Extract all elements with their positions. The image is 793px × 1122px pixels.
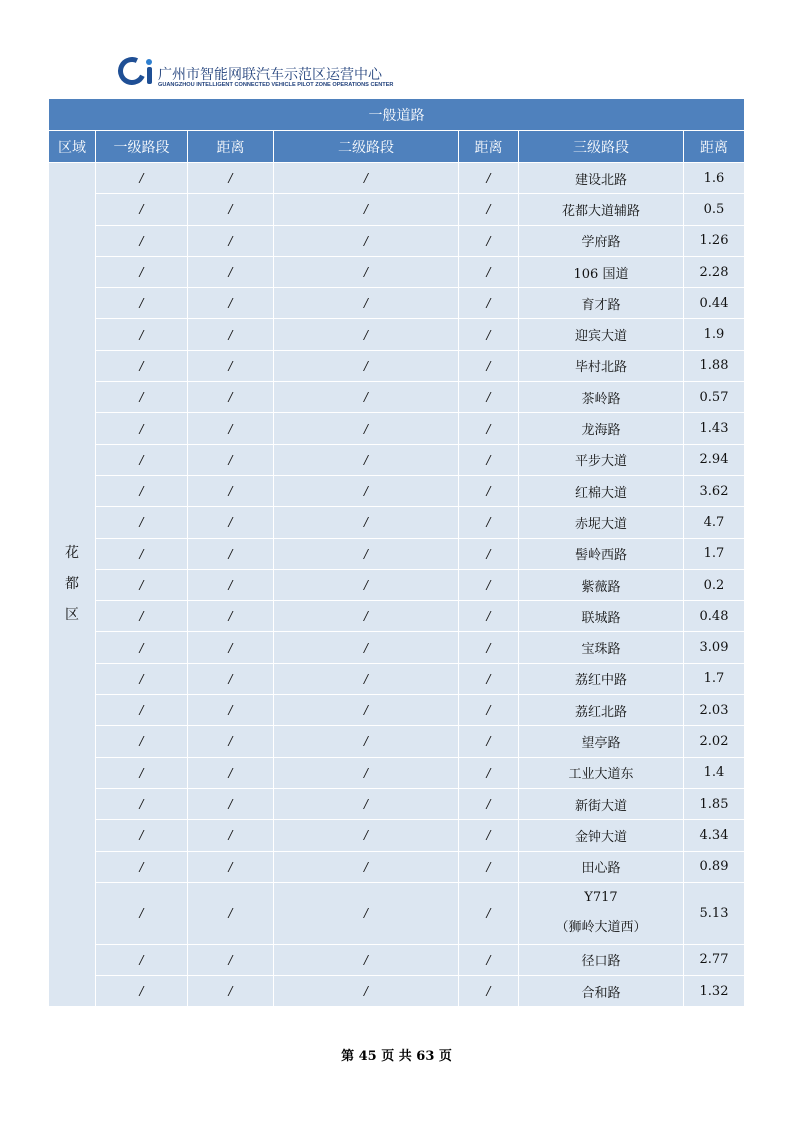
table-cell: / — [274, 569, 459, 600]
table-cell: / — [188, 538, 274, 569]
table-cell: / — [96, 976, 188, 1007]
table-cell: 4.34 — [684, 820, 745, 851]
table-cell: 荔红北路 — [519, 695, 684, 726]
road-table — [48, 98, 745, 1007]
column-header: 一级路段 — [96, 131, 188, 163]
table-cell: / — [188, 382, 274, 413]
table-cell: 1.4 — [684, 757, 745, 788]
table-cell: 望亭路 — [519, 726, 684, 757]
table-cell: 学府路 — [519, 225, 684, 256]
table-cell: 0.57 — [684, 382, 745, 413]
table-cell: / — [459, 757, 519, 788]
column-header: 区域 — [49, 131, 96, 163]
table-cell: / — [188, 256, 274, 287]
table-row — [49, 851, 745, 882]
district-label: 花都区 — [65, 545, 79, 624]
table-cell: / — [459, 288, 519, 319]
table-row — [49, 788, 745, 819]
table-cell: 1.32 — [684, 976, 745, 1007]
table-row — [49, 350, 745, 381]
table-cell: / — [274, 944, 459, 975]
table-cell: / — [459, 413, 519, 444]
table-cell: / — [96, 569, 188, 600]
table-cell: 1.26 — [684, 225, 745, 256]
table-cell: / — [274, 976, 459, 1007]
table-row — [49, 507, 745, 538]
table-cell: / — [459, 538, 519, 569]
table-cell: / — [274, 475, 459, 506]
table-cell: / — [96, 882, 188, 944]
table-cell: / — [459, 976, 519, 1007]
table-cell: / — [274, 851, 459, 882]
table-cell: 0.89 — [684, 851, 745, 882]
table-row — [49, 757, 745, 788]
table-cell: / — [96, 256, 188, 287]
table-cell: / — [188, 976, 274, 1007]
table-cell: / — [459, 350, 519, 381]
table-cell: / — [188, 788, 274, 819]
table-cell: / — [274, 288, 459, 319]
table-cell: / — [188, 507, 274, 538]
table-cell: / — [274, 256, 459, 287]
table-cell: / — [274, 225, 459, 256]
logo-mark-dot — [146, 59, 152, 65]
table-cell: / — [459, 851, 519, 882]
table-cell: / — [459, 319, 519, 350]
table-cell: 毕村北路 — [519, 350, 684, 381]
table-cell: / — [96, 820, 188, 851]
logo-text-en: GUANGZHOU INTELLIGENT CONNECTED VEHICLE PILOT ZONE OPERATIONS CENTER — [158, 82, 394, 88]
table-cell: / — [459, 726, 519, 757]
table-cell: 1.6 — [684, 163, 745, 194]
column-header: 三级路段 — [519, 131, 684, 163]
table-cell: / — [274, 350, 459, 381]
table-row — [49, 288, 745, 319]
table-cell: / — [459, 163, 519, 194]
table-cell: / — [96, 507, 188, 538]
table-cell: 径口路 — [519, 944, 684, 975]
table-cell: / — [459, 663, 519, 694]
table-cell: / — [96, 663, 188, 694]
table-cell: / — [188, 569, 274, 600]
table-cell: 育才路 — [519, 288, 684, 319]
table-row — [49, 976, 745, 1007]
table-cell: 1.9 — [684, 319, 745, 350]
table-cell: 1.88 — [684, 350, 745, 381]
table-cell: 建设北路 — [519, 163, 684, 194]
table-cell: / — [459, 256, 519, 287]
table-cell: 田心路 — [519, 851, 684, 882]
table-cell: / — [188, 632, 274, 663]
table-cell: / — [274, 382, 459, 413]
table-cell: 花都大道辅路 — [519, 194, 684, 225]
table-cell: 联城路 — [519, 601, 684, 632]
table-cell: 工业大道东 — [519, 757, 684, 788]
table-cell: / — [188, 288, 274, 319]
table-cell: / — [274, 538, 459, 569]
table-cell: / — [96, 538, 188, 569]
table-cell: 红棉大道 — [519, 475, 684, 506]
table-row — [49, 194, 745, 225]
table-cell: / — [96, 163, 188, 194]
table-cell: 龙海路 — [519, 413, 684, 444]
table-cell: 106 国道 — [519, 256, 684, 287]
table-cell: 1.7 — [684, 538, 745, 569]
page-number: 第 45 页 共 63 页 — [341, 1049, 452, 1064]
table-cell: / — [274, 882, 459, 944]
table-row — [49, 944, 745, 975]
table-cell: 合和路 — [519, 976, 684, 1007]
table-row — [49, 663, 745, 694]
table-cell: / — [459, 569, 519, 600]
table-cell: 3.09 — [684, 632, 745, 663]
logo-mark-bar — [147, 67, 152, 84]
table-cell: / — [274, 726, 459, 757]
table-cell: 2.03 — [684, 695, 745, 726]
table-cell: / — [459, 444, 519, 475]
column-header: 距离 — [459, 131, 519, 163]
table-cell: 0.44 — [684, 288, 745, 319]
table-cell: 2.94 — [684, 444, 745, 475]
table-cell: / — [96, 382, 188, 413]
table-cell: / — [96, 695, 188, 726]
table-cell: / — [188, 944, 274, 975]
table-row — [49, 632, 745, 663]
table-row — [49, 820, 745, 851]
table-cell: / — [188, 475, 274, 506]
table-cell: / — [96, 225, 188, 256]
table-cell: / — [274, 163, 459, 194]
table-cell: / — [274, 820, 459, 851]
table-row — [49, 225, 745, 256]
table-cell: 1.43 — [684, 413, 745, 444]
table-cell: / — [96, 350, 188, 381]
table-cell: Y717 （狮岭大道西） — [519, 882, 684, 944]
table-cell: / — [274, 632, 459, 663]
table-row — [49, 569, 745, 600]
table-cell: / — [96, 444, 188, 475]
table-cell: / — [188, 413, 274, 444]
table-cell: / — [188, 663, 274, 694]
table-cell: / — [188, 820, 274, 851]
table-cell: 新街大道 — [519, 788, 684, 819]
table-cell: 金钟大道 — [519, 820, 684, 851]
table-row — [49, 882, 745, 944]
table-cell: 5.13 — [684, 882, 745, 944]
district-cell — [49, 163, 96, 1007]
table-cell: / — [459, 225, 519, 256]
table-cell: 0.48 — [684, 601, 745, 632]
table-cell: / — [188, 319, 274, 350]
table-cell: / — [459, 601, 519, 632]
table-cell: 1.85 — [684, 788, 745, 819]
table-cell: / — [96, 757, 188, 788]
table-cell: 1.7 — [684, 663, 745, 694]
table-cell: / — [459, 475, 519, 506]
table-cell: / — [188, 757, 274, 788]
table-cell: 髻岭西路 — [519, 538, 684, 569]
table-cell: / — [96, 944, 188, 975]
table-cell: / — [96, 851, 188, 882]
table-cell: / — [274, 788, 459, 819]
column-header: 距离 — [684, 131, 745, 163]
table-cell: / — [459, 944, 519, 975]
table-cell: 赤坭大道 — [519, 507, 684, 538]
table-row — [49, 695, 745, 726]
table-cell: / — [188, 194, 274, 225]
table-cell: / — [188, 350, 274, 381]
table-row — [49, 475, 745, 506]
table-row — [49, 444, 745, 475]
table-cell: / — [274, 194, 459, 225]
table-cell: 2.02 — [684, 726, 745, 757]
table-cell: / — [274, 663, 459, 694]
table-cell: / — [274, 444, 459, 475]
table-row — [49, 601, 745, 632]
table-cell: / — [96, 288, 188, 319]
table-cell: / — [459, 382, 519, 413]
table-cell: / — [274, 413, 459, 444]
table-row — [49, 382, 745, 413]
table-row — [49, 319, 745, 350]
table-cell: / — [274, 601, 459, 632]
table-cell: / — [188, 882, 274, 944]
table-cell: / — [459, 632, 519, 663]
table-cell: / — [459, 882, 519, 944]
table-cell: / — [459, 695, 519, 726]
logo-mark-icon — [114, 53, 150, 89]
table-cell: / — [188, 225, 274, 256]
table-cell: / — [459, 820, 519, 851]
table-cell: / — [96, 194, 188, 225]
table-cell: / — [188, 726, 274, 757]
table-cell: 3.62 — [684, 475, 745, 506]
table-cell: / — [96, 632, 188, 663]
table-cell: / — [459, 194, 519, 225]
table-cell: / — [188, 444, 274, 475]
table-cell: / — [96, 475, 188, 506]
column-header: 二级路段 — [274, 131, 459, 163]
table-cell: / — [188, 851, 274, 882]
table-cell: 0.5 — [684, 194, 745, 225]
table-cell: 宝珠路 — [519, 632, 684, 663]
table-cell: / — [96, 413, 188, 444]
table-cell: 迎宾大道 — [519, 319, 684, 350]
table-cell: / — [96, 726, 188, 757]
table-cell: / — [274, 695, 459, 726]
logo-text-cn: 广州市智能网联汽车示范区运营中心 — [158, 67, 382, 83]
table-cell: / — [188, 601, 274, 632]
table-cell: / — [274, 757, 459, 788]
table-cell: 紫薇路 — [519, 569, 684, 600]
table-row — [49, 163, 745, 194]
table-cell: / — [459, 507, 519, 538]
table-cell: 4.7 — [684, 507, 745, 538]
table-row — [49, 726, 745, 757]
table-cell: / — [459, 788, 519, 819]
table-cell: 平步大道 — [519, 444, 684, 475]
table-row — [49, 413, 745, 444]
table-cell: / — [274, 507, 459, 538]
table-cell: 2.77 — [684, 944, 745, 975]
table-cell: / — [274, 319, 459, 350]
table-cell: 0.2 — [684, 569, 745, 600]
column-header: 距离 — [188, 131, 274, 163]
table-cell: / — [188, 163, 274, 194]
table-row — [49, 256, 745, 287]
table-cell: 荔红中路 — [519, 663, 684, 694]
table-cell: 2.28 — [684, 256, 745, 287]
table-cell: / — [96, 319, 188, 350]
table-title: 一般道路 — [49, 99, 745, 131]
table-cell: / — [96, 788, 188, 819]
table-cell: 茶岭路 — [519, 382, 684, 413]
table-cell: / — [96, 601, 188, 632]
table-cell: / — [188, 695, 274, 726]
table-row — [49, 538, 745, 569]
